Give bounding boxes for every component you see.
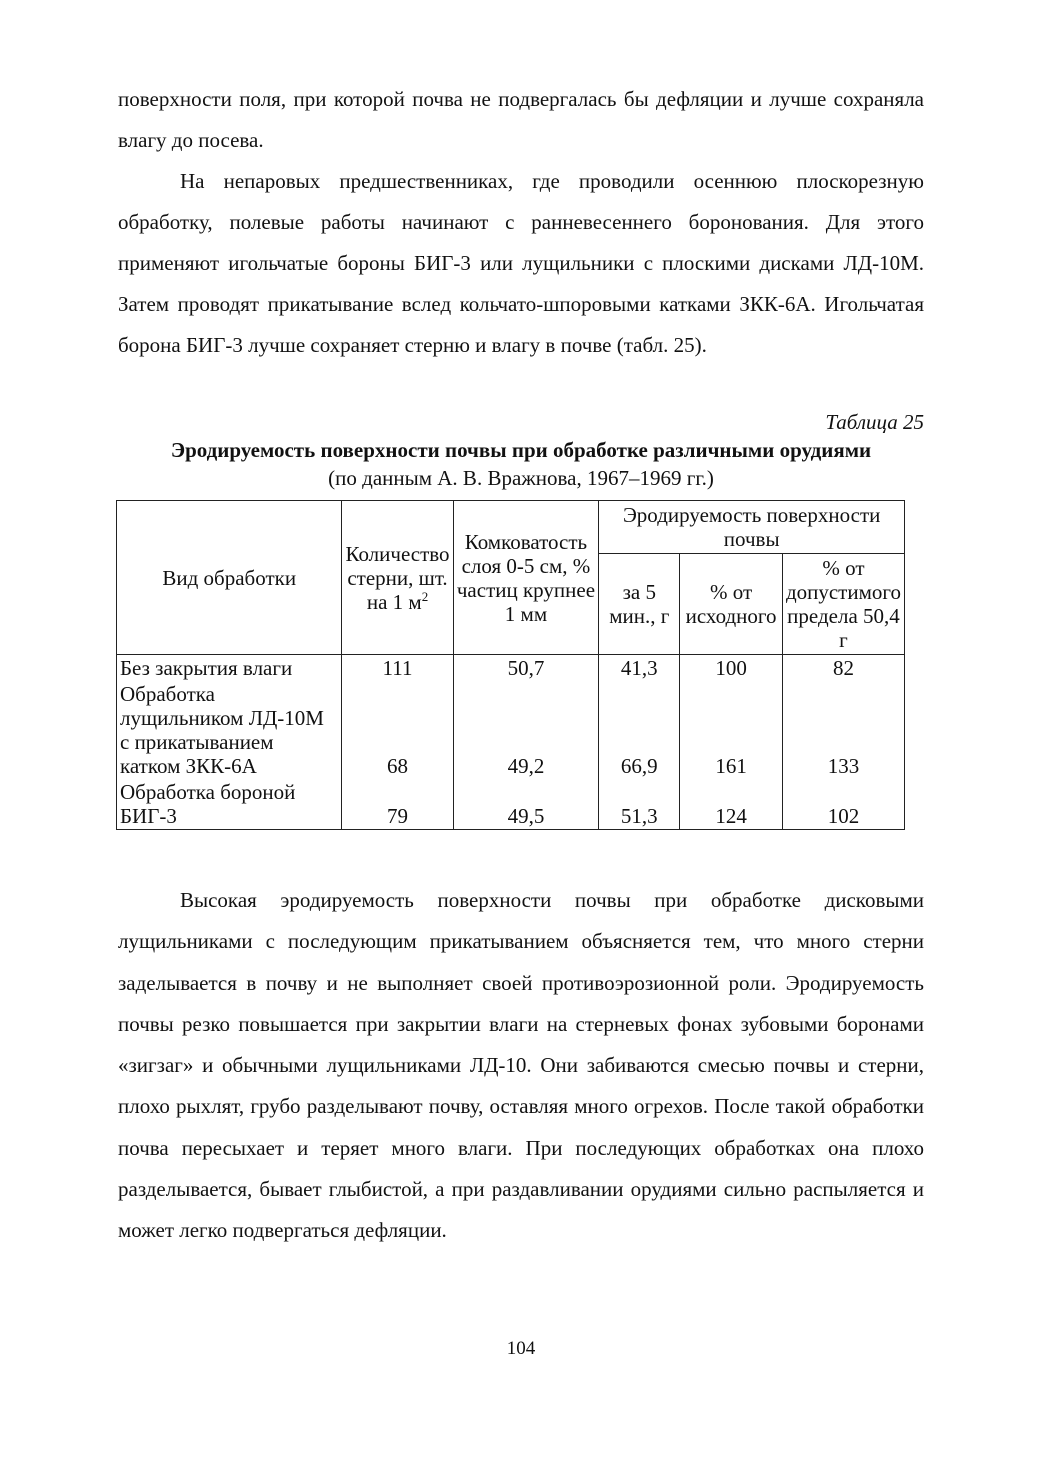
cell-pct-initial: 161 [680,681,783,779]
header-pct-limit: % от допустимого предела 50,4 г [782,554,904,655]
cell-lumps: 50,7 [453,655,599,682]
cell-per5min: 41,3 [599,655,680,682]
paragraph-2-text: На непаровых предшественниках, где проводили осеннюю плоскорезную обработку, полевые работы начинают с ранневесеннего боронования. Для этого применяют игольчатые бороны БИГ-3 или лущильники с плоскими дисками ЛД-10М. Затем проводят прикатывание вслед кольчато-шпоровыми катками ЗКК-6А. Игольчатая борона БИГ-3 лучше сохраняет стерню и влагу в почве (табл. 25). [118,169,924,357]
header-erosion-group: Эродируемость поверхности почвы [599,501,905,554]
header-lumps: Комковатость слоя 0-5 см, % частиц крупнее 1 мм [453,501,599,655]
header-pct-initial: % от исходного [680,554,783,655]
cell-name: Без закрытия влаги [117,655,342,682]
cell-pct-initial: 124 [680,779,783,830]
cell-stubble: 79 [342,779,453,830]
table-row [117,681,905,779]
cell-stubble: 111 [342,655,453,682]
cell-lumps: 49,2 [453,681,599,779]
cell-lumps: 49,5 [453,779,599,830]
paragraph-3-text: Высокая эродируемость поверхности почвы при обработке дисковыми лущильниками с последующим прикатыванием объясняется тем, что много стерни заделывается в почву и не выполняет своей противоэрозионной роли. Эродируемость почвы резко повышается при закрытии влаги на стерневых фонах зубовыми боронами «зигзаг» и обычными лущильниками ЛД-10. Они забиваются смесью почвы и стерни, плохо рыхлят, грубо разделывают почву, оставляя много огрехов. После такой обработки почва пересыхает и теряет много влаги. При последующих обработках она плохо разделывается, бывает глыбистой, а при раздавливании орудиями сильно распыляется и может легко подвергаться дефляции. [118,888,924,1243]
paragraph-2 [118,161,924,366]
header-stubble-sup: 2 [421,588,429,604]
header-stubble [342,501,453,655]
header-type: Вид обработки [117,501,342,655]
table-subtitle: (по данным А. В. Вражнова, 1967–1969 гг.) [328,466,714,490]
data-table [116,500,905,830]
page-number: 104 [506,1338,536,1359]
table-label: Таблица 25 [825,410,924,434]
cell-pct-limit: 133 [782,681,904,779]
table-title: Эродируемость поверхности почвы при обработке различными орудиями [170,438,872,462]
paragraph-1: поверхности поля, при которой почва не подвергалась бы дефляции и лучше сохраняла влагу до посева. [118,87,924,152]
cell-pct-limit: 82 [782,655,904,682]
cell-per5min: 51,3 [599,779,680,830]
header-per5min: за 5 мин., г [599,554,680,655]
cell-pct-limit: 102 [782,779,904,830]
table-row [117,779,905,830]
cell-name: Обработка бороной БИГ-3 [117,779,342,830]
cell-pct-initial: 100 [680,655,783,682]
paragraph-3 [118,880,924,1252]
header-stubble-text: Количество стерни, шт. на 1 м [345,541,450,614]
cell-per5min: 66,9 [599,681,680,779]
cell-stubble: 68 [342,681,453,779]
table-row [117,655,905,682]
cell-name: Обработка лущильником ЛД-10М с прикатыванием катком ЗКК-6А [117,681,342,779]
